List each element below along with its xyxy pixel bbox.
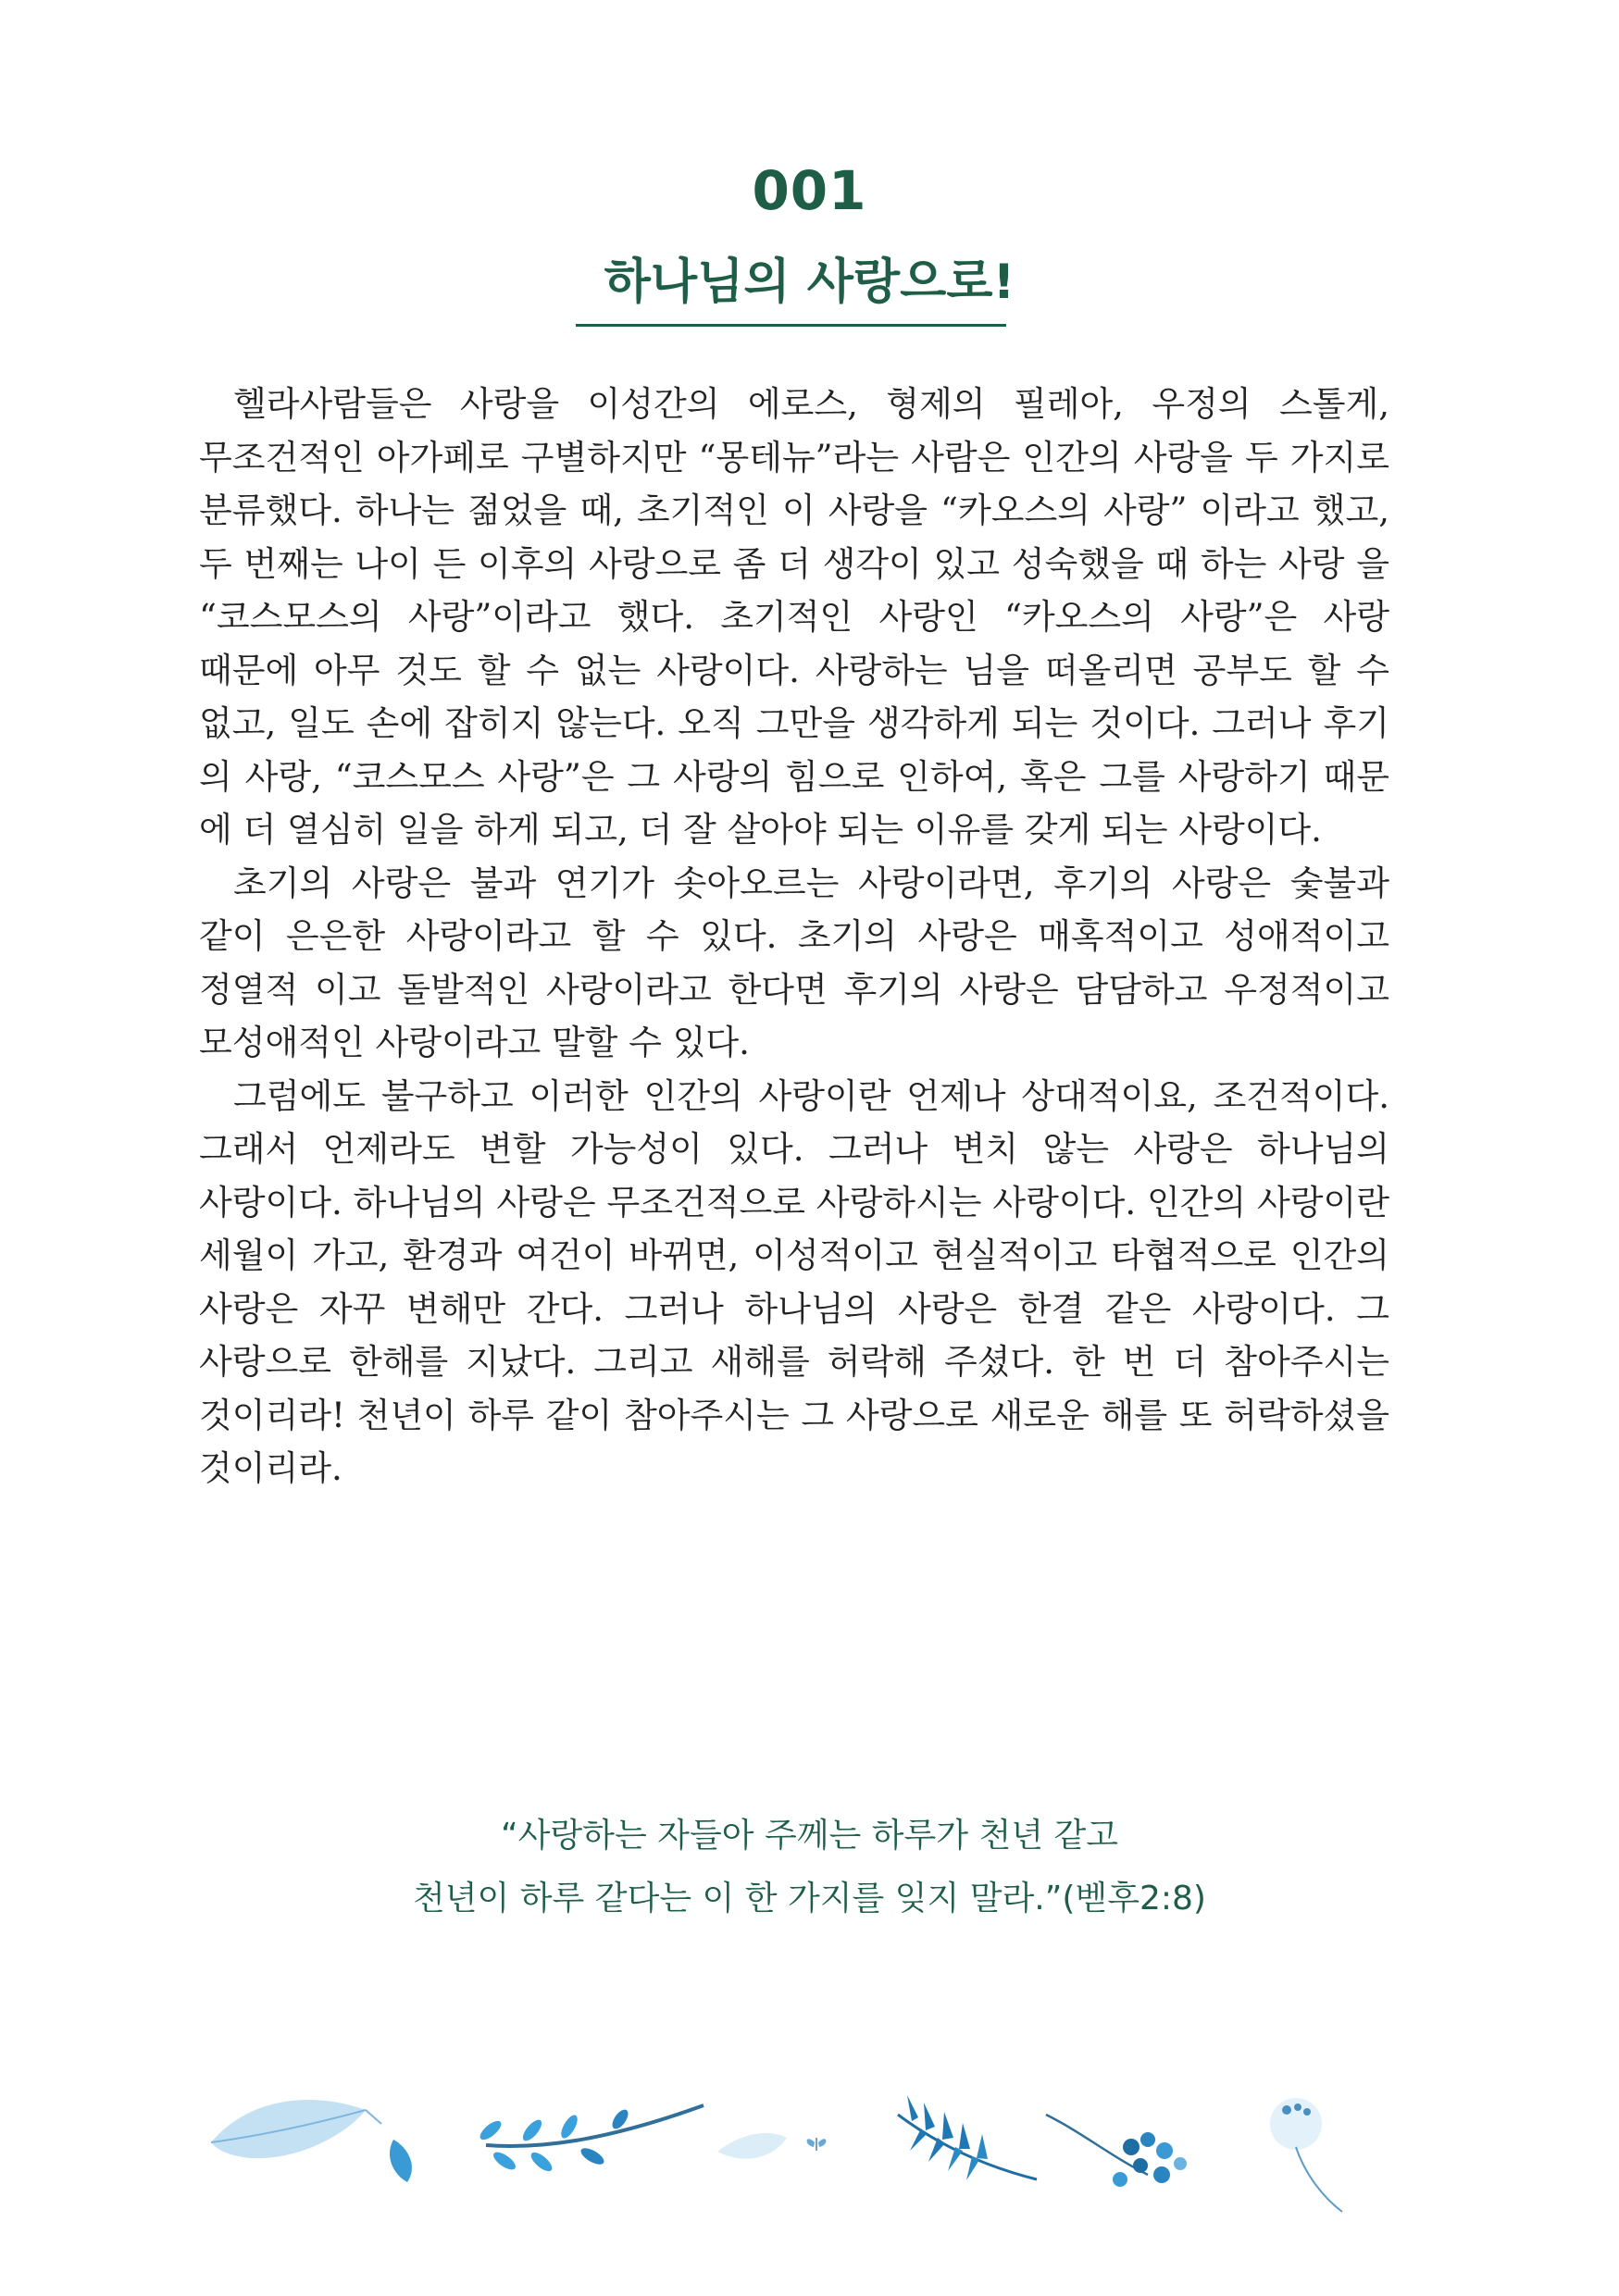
paragraph: 초기의 사랑은 불과 연기가 솟아오르는 사랑이라면, 후기의 사랑은 숯불과 같이 은은한 사랑이라고 할 수 있다. 초기의 사랑은 매혹적이고 성애적이고 정열적 이고 돌발적인 사랑이라고 한다면 후기의 사랑은 담담하고 우정적이고 모성애적인 사랑이라고 말할 수 있다. — [199, 863, 1389, 1062]
leaf-icon — [211, 2100, 381, 2158]
branch-icon — [477, 2105, 704, 2175]
pale-leaf-icon — [717, 2133, 787, 2159]
page-number: 001 — [752, 159, 867, 222]
butterfly-icon — [807, 2138, 827, 2151]
page-title: 하나님의 사랑으로! — [604, 254, 1015, 310]
paragraph: 헬라사람들은 사랑을 이성간의 에로스, 형제의 필레아, 우정의 스톨게, 무조건적인 아가페로 구별하지만 “몽테뉴”라는 사람은 인간의 사랑을 두 가지로 분류했다. 하나는 젊었을 때, 초기적인 이 사랑을 “카오스의 사랑” 이라고 했고, 두 번째는 나이 든 이후의 사랑으로 좀 더 생각이 있고 성숙했을 때 하는 사랑 을 “코스모스의 사랑”이라고 했다. 초기적인 사랑인 “카오스의 사랑”은 사랑 때문에 아무 것도 할 수 없는 사랑이다. 사랑하는 님을 떠올리면 공부도 할 수 없고, 일도 손에 잡히지 않는다. 오직 그만을 생각하게 되는 것이다. 그러나 후기 의 사랑, “코스모스 사랑”은 그 사랑의 힘으로 인하여, 혹은 그를 사랑하기 때문 에 더 열심히 일을 하게 되고, 더 잘 살아야 되는 이유를 갖게 되는 사랑이다. — [199, 384, 1389, 850]
scripture-quote — [0, 1805, 1619, 1930]
paragraph: 그럼에도 불구하고 이러한 인간의 사랑이란 언제나 상대적이요, 조건적이다. 그래서 언제라도 변할 가능성이 있다. 그러나 변치 않는 사랑은 하나님의 사랑이다. 하나님의 사랑은 무조건적으로 사랑하시는 사랑이다. 인간의 사랑이란 세월이 가고, 환경과 여건이 바뀌면, 이성적이고 현실적이고 타협적으로 인간의 사랑은 자꾸 변해만 간다. 그러나 하나님의 사랑은 한결 같은 사랑이다. 그 사랑으로 한해를 지났다. 그리고 새해를 허락해 주셨다. 한 번 더 참아주시는 것이리라! 천년이 하루 같이 참아주시는 그 사랑으로 새로운 해를 또 허락하셨을 것이리라. — [199, 1075, 1389, 1488]
botanical-decoration — [0, 2073, 1619, 2221]
berry-branch-icon — [1046, 2115, 1187, 2187]
title-divider — [576, 324, 1006, 327]
fern-icon — [898, 2095, 1037, 2180]
body-text — [199, 378, 1389, 1496]
quote-line: 천년이 하루 같다는 이 한 가지를 잊지 말라.”(벧후2:8) — [413, 1880, 1206, 1917]
quote-line: “사랑하는 자들아 주께는 하루가 천년 같고 — [500, 1817, 1119, 1855]
flower-icon — [1270, 2098, 1342, 2212]
blue-leaf-icon — [390, 2140, 412, 2182]
